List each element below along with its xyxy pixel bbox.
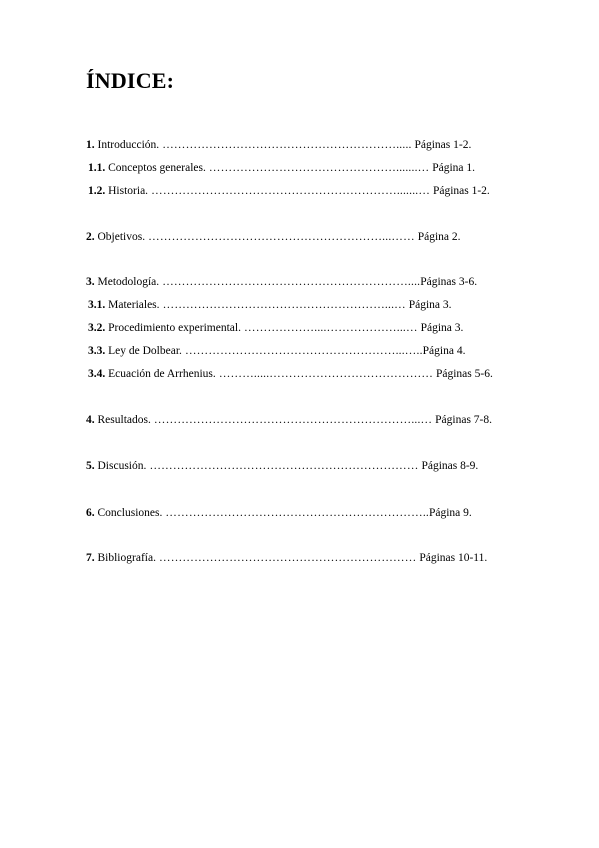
- toc-entry-text: Discusión.: [94, 460, 147, 472]
- toc-entry-text: Procedimiento experimental.: [105, 322, 241, 334]
- toc-entry-page: Página 9.: [428, 507, 472, 519]
- toc-entry-page: Página 1.: [429, 162, 476, 174]
- toc-entry-text: Materiales.: [105, 299, 160, 311]
- toc-entry-number: 3.3.: [88, 345, 106, 357]
- toc-entry-number: 2.: [86, 231, 95, 243]
- toc-entry-text: Conclusiones.: [94, 507, 163, 519]
- toc-entry-text: Objetivos.: [94, 231, 146, 243]
- toc-entry-page: Páginas 1-2.: [430, 185, 490, 197]
- toc-entry-page: Páginas 5-6.: [433, 368, 493, 380]
- toc-entry-page: Páginas 8-9.: [418, 460, 479, 472]
- toc-entry-number: 3.4.: [88, 368, 106, 380]
- toc-entry-text: Resultados.: [94, 414, 151, 426]
- toc-entry-page: Página 4.: [422, 345, 466, 357]
- toc-entry-historia: [88, 184, 490, 198]
- toc-entry-text: Historia.: [105, 185, 149, 197]
- toc-entry-number: 3.2.: [88, 322, 106, 334]
- toc-entry-page: Páginas 7-8.: [432, 414, 492, 426]
- toc-entry-leader: …………………………………………………….....: [159, 139, 412, 151]
- toc-entry-page: Página 3.: [417, 322, 464, 334]
- toc-entry-number: 4.: [86, 414, 95, 426]
- toc-entry-number: 7.: [86, 552, 95, 564]
- toc-entry-text: Conceptos generales.: [105, 162, 206, 174]
- toc-entry-leader: ……………………………………………………….......…: [148, 185, 431, 197]
- toc-entry-leader: ………………………………………………………....: [159, 276, 421, 288]
- toc-entry-ley-de-dolbear: [88, 344, 465, 358]
- toc-entry-number: 3.1.: [88, 299, 106, 311]
- toc-entry-resultados: [86, 413, 492, 427]
- toc-entry-introduccion: [86, 138, 471, 152]
- toc-entry-number: 6.: [86, 507, 95, 519]
- toc-entry-leader: ………………………………………………...…..: [181, 345, 423, 357]
- toc-entry-number: 1.1.: [88, 162, 106, 174]
- toc-entry-leader: …………………………………………………………: [155, 552, 417, 564]
- toc-entry-materiales: [88, 298, 452, 312]
- toc-entry-leader: …………………………………………………………...…: [150, 414, 433, 426]
- toc-entry-leader: ……….....……………………………………: [215, 368, 434, 380]
- toc-entry-page: Páginas 10-11.: [416, 552, 488, 564]
- toc-entry-leader: ……………………………………………………...……: [145, 231, 415, 243]
- toc-entry-text: Metodología.: [94, 276, 160, 288]
- toc-entry-number: 1.: [86, 139, 95, 151]
- toc-entry-objetivos: [86, 230, 461, 244]
- toc-entry-conclusiones: [86, 506, 472, 520]
- toc-entry-page: Páginas 1-2.: [411, 139, 472, 151]
- toc-entry-leader: ……………………………………………………………: [146, 460, 419, 472]
- toc-entry-page: Página 3.: [405, 299, 452, 311]
- toc-entry-metodologia: [86, 275, 477, 289]
- toc-entry-text: Bibliografía.: [94, 552, 156, 564]
- toc-entry-text: Introducción.: [94, 139, 160, 151]
- toc-entry-conceptos-generales: [88, 161, 475, 175]
- toc-entry-leader: …………………………………………………...…: [159, 299, 406, 311]
- toc-entry-ecuacion-de-arrhenius: [88, 367, 493, 381]
- toc-entry-bibliografia: [86, 551, 487, 565]
- toc-entry-text: Ecuación de Arrhenius.: [105, 368, 216, 380]
- toc-entry-discusion: [86, 459, 478, 473]
- page-title: ÍNDICE:: [86, 68, 175, 93]
- toc-entry-leader: ………………....………………...…: [240, 322, 418, 334]
- toc-entry-procedimiento-experimental: [88, 321, 463, 335]
- toc-entry-number: 1.2.: [88, 185, 106, 197]
- toc-entry-page: Página 2.: [414, 231, 461, 243]
- toc-entry-leader: ………………………………………….......…: [205, 162, 430, 174]
- toc-entry-page: Páginas 3-6.: [420, 276, 478, 288]
- toc-entry-number: 3.: [86, 276, 95, 288]
- toc-entry-number: 5.: [86, 460, 95, 472]
- toc-entry-text: Ley de Dolbear.: [105, 345, 182, 357]
- toc-entry-leader: …………………………………………………………..: [162, 507, 429, 519]
